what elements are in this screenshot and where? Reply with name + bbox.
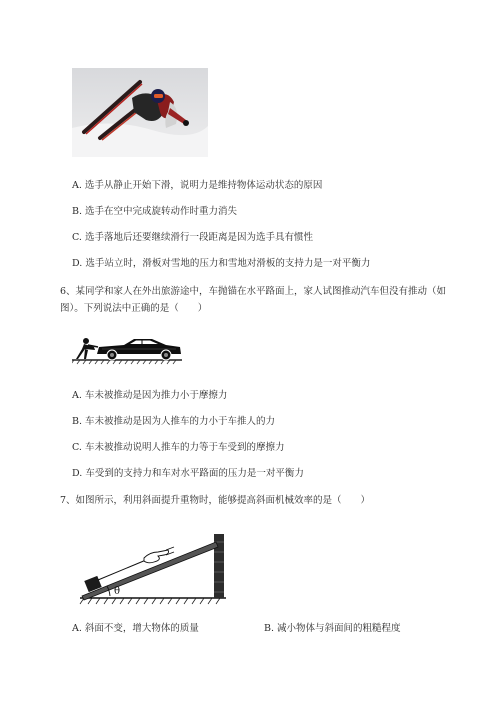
q7-option-a: A. 斜面不变，增大物体的质量 xyxy=(72,623,199,634)
skier-photo xyxy=(72,68,208,157)
incline-figure xyxy=(76,530,232,608)
q7-option-b: B. 减小物体与斜面间的粗糙程度 xyxy=(264,623,401,634)
q7-stem: 7、如图所示，利用斜面提升重物时，能够提高斜面机械效率的是（ ） xyxy=(60,495,371,506)
angle-label: θ xyxy=(114,586,121,597)
car-push-scene xyxy=(72,332,184,366)
q5-option-c: C. 选手落地后还要继续滑行一段距离是因为选手具有惯性 xyxy=(72,232,313,243)
q5-option-b: B. 选手在空中完成旋转动作时重力消失 xyxy=(72,206,238,217)
q5-option-a: A. 选手从静止开始下滑，说明力是维持物体运动状态的原因 xyxy=(72,180,323,191)
q5-option-d: D. 选手站立时，滑板对雪地的压力和雪地对滑板的支持力是一对平衡力 xyxy=(72,258,371,269)
car-push-svg xyxy=(72,248,184,282)
q6-option-d: D. 车受到的支持力和车对水平路面的压力是一对平衡力 xyxy=(72,468,304,479)
q6-option-a: A. 车未被推动是因为推力小于摩擦力 xyxy=(72,390,228,401)
q6-option-b: B. 车未被推动是因为人推车的力小于车推人的力 xyxy=(72,416,276,427)
q6-option-c: C. 车未被推动说明人推车的力等于车受到的摩擦力 xyxy=(72,442,285,453)
q6-stem: 6、某同学和家人在外出旅游途中，车抛锚在水平路面上，家人试图推动汽车但没有推动（如图）。下列说法中正确的是（ ） xyxy=(60,286,447,314)
